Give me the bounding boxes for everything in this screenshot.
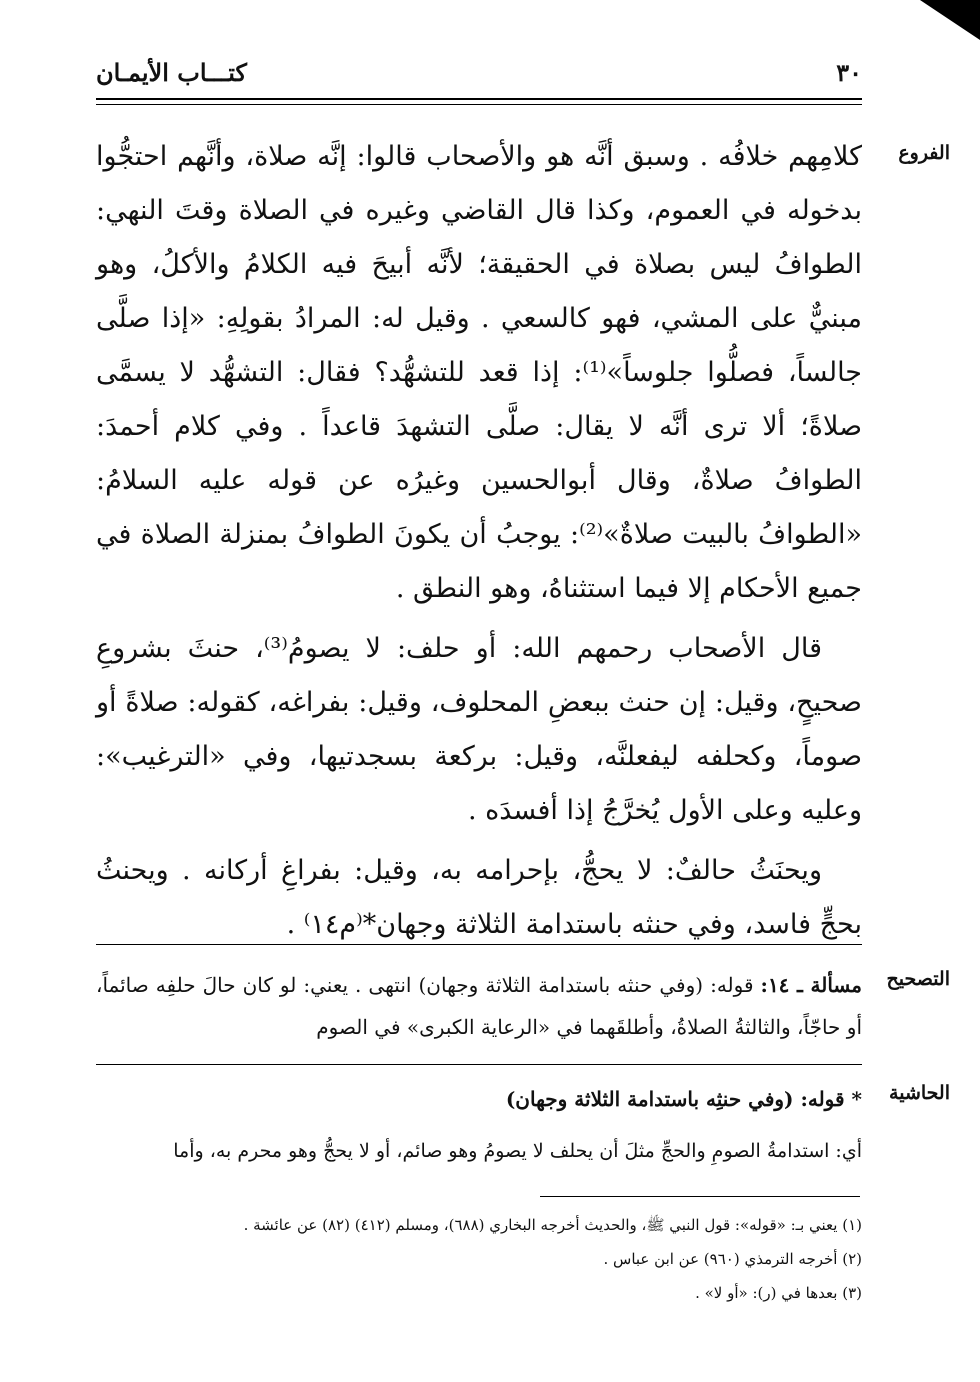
book-title: كتـــاب الأيمـان [96, 58, 247, 87]
running-header [96, 58, 862, 98]
main-paragraph-1: كلامِهم خلافُه . وسبق أنَّه هو والأصحاب قالوا: إنَّه صلاة، وأنَّهم احتجُّوا بدخوله في العموم، وكذا قال القاضي وغيره في الصلاة وقتَ النهي: الطوافُ ليس بصلاة في الحقيقة؛ لأنَّه أبيحَ فيه الكلامُ والأكلُ، وهو مبنيٌّ على المشي، فهو كالسعي . وقيل له: المرادُ بقولِهِ: «إذا صلَّى جالساً، فصلُّوا جلوساً»⁽¹⁾: إذا قعد للتشهُّد؟ فقال: التشهُّد لا يسمَّى صلاةً؛ ألا ترى أنَّه لا يقال: صلَّى التشهدَ قاعداً . وفي كلام أحمدَ: الطوافُ صلاةٌ، وقال أبوالحسين وغيرُه عن قوله عليه السلامُ: «الطوافُ بالبيت صلاةٌ»⁽²⁾: يوجبُ أن يكونَ الطوافُ بمنزلة الصلاة في جميع الأحكام إلا فيما استثناهُ، وهو النطق . [96, 141, 863, 604]
tashih-body: قوله: (وفي حنثه باستدامة الثلاثة وجهان) انتهى . يعني: لو كان حالَ حلفِه صائماً، أو حاجّاً، والثالثةُ الصلاةُ، وأطلقَهما في «الرعاية الكبرى» في الصوم [96, 973, 862, 1039]
tashih-text [96, 964, 862, 1048]
issue-label: مسألة ـ ١٤: [760, 973, 862, 997]
section-label-tashih: التصحيح [886, 968, 950, 990]
section-label-furu: الفروع [898, 142, 950, 164]
footnote-1: (١) يعني بـ: «قوله»: قول النبي ﷺ، والحديث أخرجه البخاري (٦٨٨)، ومسلم (٤١٢) (٨٢) عن عائشة . [243, 1216, 862, 1234]
footnote-rule [540, 1196, 860, 1197]
hashiya-body: أي: استدامةُ الصومِ والحجِّ مثلَ أن يحلف لا يصومُ وهو صائم، أو لا يحجُّ وهو محرم به، وأما [173, 1140, 862, 1162]
hashiya-heading: * قوله: (وفي حنثِه باستدامة الثلاثة وجهان) [505, 1087, 862, 1111]
section-divider-2 [96, 1064, 862, 1065]
main-text [96, 130, 862, 952]
page-corner-mark [920, 0, 980, 40]
section-divider [96, 944, 862, 945]
main-paragraph-2: قال الأصحاب رحمهم الله: أو حلف: لا يصومُ⁽³⁾، حنثَ بشروعِ صحيحٍ، وقيل: إن حنث ببعضِ المحلوف، وقيل: بفراغه، كقوله: صلاةً أو صوماً، وكحلفه ليفعلنَّه، وقيل: بركعة بسجدتيها، وفي «الترغيب»: وعليه وعلى الأول يُخرَّجُ إذا أفسدَه . [96, 633, 862, 826]
header-rule [96, 98, 862, 105]
footnote-3: (٣) بعدها في (ر): «أو لا» . [695, 1284, 862, 1302]
page-number: ٣٠ [836, 58, 862, 87]
main-paragraph-3: ويحنَثُ حالفٌ: لا يحجُّ، بإحرامه به، وقيل: بفراغِ أركانه . ويحنثُ بحجٍّ فاسد، وفي حنثه باستدامة الثلاثة وجهان*⁽م١٤⁾ . [96, 855, 862, 940]
footnotes [96, 1208, 862, 1310]
footnote-2: (٢) أخرجه الترمذي (٩٦٠) عن ابن عباس . [603, 1250, 862, 1268]
section-label-hashiya: الحاشية [889, 1082, 950, 1104]
